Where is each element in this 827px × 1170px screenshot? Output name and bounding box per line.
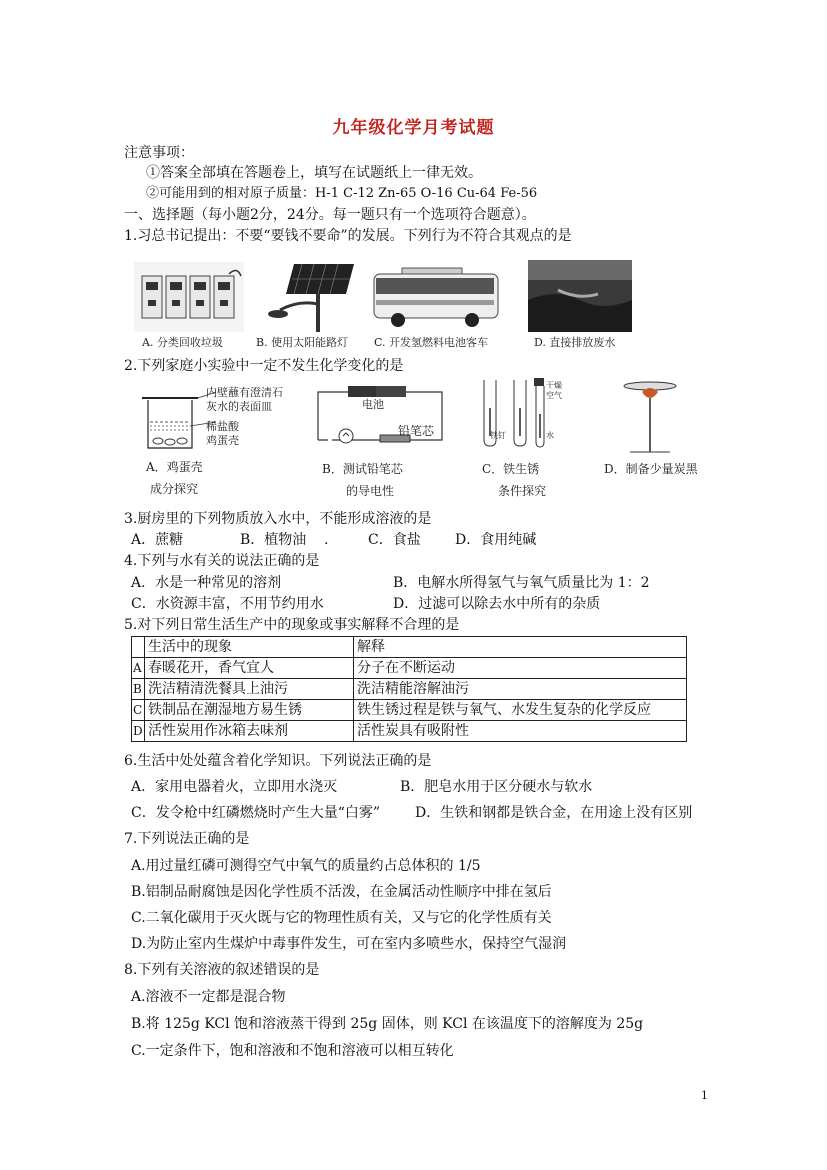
q2-label-pencil: 铅笔芯 (398, 424, 435, 438)
table-cell: A (132, 658, 145, 679)
table-row (132, 721, 687, 742)
table-cell: 活性炭用作冰箱去味剂 (145, 721, 354, 742)
table-cell: 活性炭具有吸附性 (354, 721, 687, 742)
table-row (132, 658, 687, 679)
exam-title: 九年级化学月考试题 (332, 118, 495, 138)
q2-label-battery: 电池 (362, 398, 384, 411)
q4-option-c: C．水资源丰富，不用节约用水 (131, 596, 324, 612)
q1-caption-a: A. 分类回收垃圾 (142, 336, 223, 349)
notice-heading: 注意事项： (124, 145, 194, 161)
q2-label-a-top: 内壁蘸有澄清石 (206, 386, 283, 399)
q3-option-c: C．食盐 (368, 532, 421, 548)
q8-option-c: C.一定条件下，饱和溶液和不饱和溶液可以相互转化 (131, 1043, 454, 1059)
pencil-lead-circuit-diagram (310, 380, 450, 452)
q2-caption-a1: A．鸡蛋壳 (146, 460, 203, 474)
q2-label-c4: 水 (546, 431, 554, 440)
q4-option-d: D．过滤可以除去水中所有的杂质 (393, 596, 601, 612)
q5-stem: 5.对下列日常生活生产中的现象或事实解释不合理的是 (124, 617, 460, 633)
table-cell: 洗洁精能溶解油污 (354, 679, 687, 700)
table-cell: B (132, 679, 145, 700)
q6-option-b: B．肥皂水用于区分硬水与软水 (400, 779, 593, 795)
q7-option-d: D.为防止室内生煤炉中毒事件发生，可在室内多喷些水，保持空气湿润 (131, 936, 567, 952)
q7-option-b: B.铝制品耐腐蚀是因化学性质不活泼，在金属活动性顺序中排在氢后 (131, 884, 552, 900)
notice-item-2: ②可能用到的相对原子质量：H-1 C-12 Zn-65 O-16 Cu-64 Fe-56 (146, 186, 538, 201)
q5-table (131, 636, 687, 742)
q4-stem: 4.下列与水有关的说法正确的是 (124, 553, 320, 569)
table-row (132, 679, 687, 700)
q1-caption-d: D. 直接排放废水 (534, 336, 616, 349)
q3-dot: . (324, 532, 329, 548)
q8-option-a: A.溶液不一定都是混合物 (131, 989, 286, 1005)
q3-option-d: D．食用纯碱 (455, 532, 537, 548)
q2-label-c3: 铁钉 (490, 431, 506, 440)
q2-stem: 2.下列家庭小实验中一定不发生化学变化的是 (124, 358, 404, 374)
q7-option-c: C.二氧化碳用于灭火既与它的物理性质有关，又与它的化学性质有关 (131, 910, 552, 926)
q2-label-a-mid: 稀盐酸 (206, 420, 239, 433)
table-row (132, 700, 687, 721)
q7-option-a: A.用过量红磷可测得空气中氧气的质量约占总体积的 1/5 (131, 858, 481, 874)
table-cell: D (132, 721, 145, 742)
q2-label-c1: 干燥 (546, 381, 562, 390)
recycling-bins-image (134, 262, 244, 332)
q2-figure (134, 378, 714, 498)
table-cell: 洗洁精清洗餐具上油污 (145, 679, 354, 700)
notice-item-1: ①答案全部填在答题卷上，填写在试题纸上一律无效。 (146, 165, 482, 181)
solar-streetlight-image (254, 260, 364, 332)
table-cell: C (132, 700, 145, 721)
q3-option-b: B．植物油 (240, 532, 307, 548)
q2-caption-b2: 的导电性 (346, 484, 395, 498)
q2-caption-b1: B．测试铅笔芯 (322, 462, 403, 476)
q4-option-a: A．水是一种常见的溶剂 (131, 575, 282, 591)
q1-caption-c: C. 开发氢燃料电池客车 (374, 336, 489, 349)
table-cell: 春暖花开，香气宜人 (145, 658, 354, 679)
q2-caption-c2: 条件探究 (498, 484, 547, 498)
table-cell (132, 637, 145, 658)
table-header-explanation: 解释 (354, 637, 687, 658)
q3-option-a: A．蔗糖 (131, 532, 184, 548)
q4-option-b: B．电解水所得氢气与氧气质量比为 1：2 (393, 575, 650, 591)
q1-caption-b: B. 使用太阳能路灯 (256, 336, 349, 349)
q6-option-c: C．发令枪中红磷燃烧时产生大量“白雾” (131, 805, 381, 821)
carbon-black-candle-diagram (620, 380, 680, 456)
q2-caption-d1: D．制备少量炭黑 (604, 462, 698, 476)
table-cell: 铁制品在潮湿地方易生锈 (145, 700, 354, 721)
q6-option-a: A．家用电器着火，立即用水浇灭 (131, 779, 338, 795)
q2-label-a-mid2: 鸡蛋壳 (206, 434, 239, 447)
q3-stem: 3.厨房里的下列物质放入水中，不能形成溶液的是 (124, 511, 432, 527)
table-cell: 铁生锈过程是铁与氧气、水发生复杂的化学反应 (354, 700, 687, 721)
q1-stem: 1.习总书记提出：不要“要钱不要命”的发展。下列行为不符合其观点的是 (124, 228, 572, 244)
table-header-row (132, 637, 687, 658)
q2-label-a-top2: 灰水的表面皿 (206, 400, 272, 413)
page-number: 1 (701, 1089, 708, 1102)
q2-caption-c1: C．铁生锈 (482, 462, 540, 476)
table-cell: 分子在不断运动 (354, 658, 687, 679)
q7-stem: 7.下列说法正确的是 (124, 831, 250, 847)
wastewater-discharge-image (528, 260, 632, 332)
table-header-phenomenon: 生活中的现象 (145, 637, 354, 658)
q8-option-b: B.将 125g KCl 饱和溶液蒸干得到 25g 固体，则 KCl 在该温度下的溶解度为 25g (131, 1016, 644, 1032)
fuel-cell-bus-image (372, 260, 502, 332)
q1-figure (134, 258, 634, 350)
q2-caption-a2: 成分探究 (150, 482, 199, 496)
section-heading: 一、选择题（每小题2分，24分。每一题只有一个选项符合题意）。 (124, 207, 536, 223)
q8-stem: 8.下列有关溶液的叙述错误的是 (124, 962, 320, 978)
q6-option-d: D．生铁和钢都是铁合金，在用途上没有区别 (415, 805, 693, 821)
q6-stem: 6.生活中处处蕴含着化学知识。下列说法正确的是 (124, 753, 432, 769)
q2-label-c2: 空气 (546, 391, 562, 400)
